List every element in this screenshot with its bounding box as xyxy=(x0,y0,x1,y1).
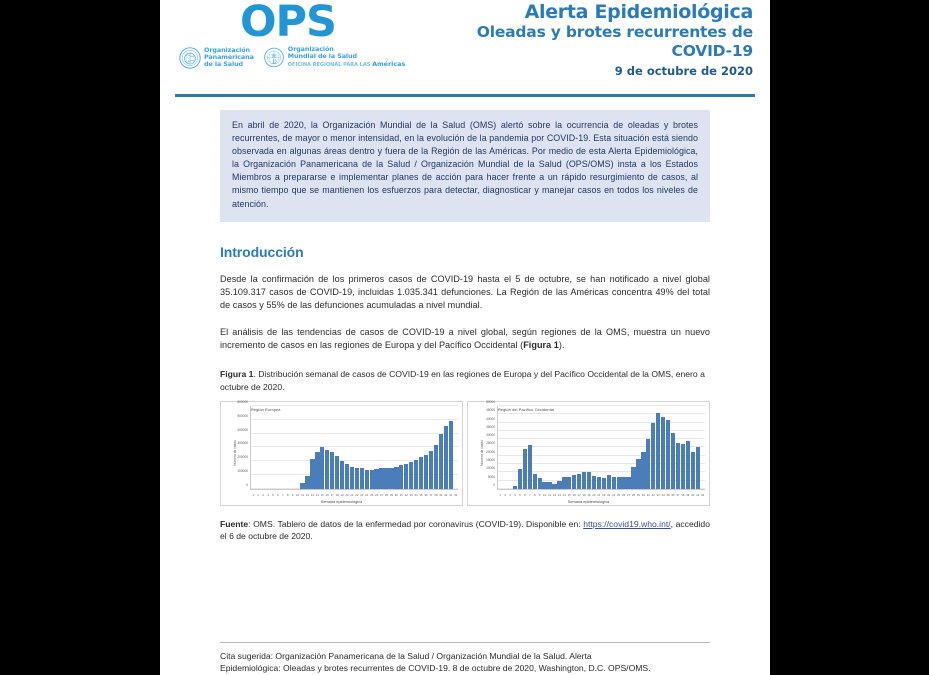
chart-wpac-title: Región del Pacífico Occidental xyxy=(498,406,554,412)
chart-bar xyxy=(681,444,685,489)
chart-xtick-label: 9 xyxy=(538,492,541,497)
chart-xtick-label: 28 xyxy=(384,492,389,497)
chart-xtick-label: 26 xyxy=(622,492,626,497)
document-header xyxy=(160,0,770,92)
chart-bar xyxy=(424,455,428,489)
chart-xtick-label: 24 xyxy=(365,492,369,497)
summary-text: En abril de 2020, la Organización Mundial de la Salud (OMS) alertó sobre la ocurrencia de oleadas y brotes recurrentes, de mayor o menor intensidad, en la evolución de la pandemia por COVID-19. Esta situación está siendo observada en algunas áreas dentro y fuera de la Región de las Américas. Por medio de esta Alerta Epidemiológica, la Organización Panamericana de la Salud / Organización Mundial de la Salud (OPS/OMS) insta a los Estados Miembros a prepararse e implementar planes de acción para hacer frente a un rápido resurgimiento de casos, al mismo tiempo que se mantienen los esfuerzos para detectar, diagnosticar y manejar casos en todos los niveles de atención. xyxy=(232,120,698,209)
chart-bar xyxy=(370,470,374,489)
chart-xtick-label: 29 xyxy=(389,492,393,497)
chart-bar xyxy=(434,445,438,489)
chart-xtick-label: 2 xyxy=(257,492,259,497)
chart-wpac-bars xyxy=(498,406,705,489)
chart-xtick-label: 7 xyxy=(282,492,284,497)
chart-bar xyxy=(538,478,542,489)
source-label: Fuente xyxy=(220,518,249,529)
chart-bar xyxy=(557,481,561,489)
chart-bar xyxy=(646,439,650,489)
chart-xtick-label: 19 xyxy=(340,492,344,497)
chart-bar xyxy=(300,483,304,489)
chart-xtick-label: 38 xyxy=(434,492,438,497)
chart-bar xyxy=(404,464,408,489)
chart-bar xyxy=(414,460,418,489)
chart-xtick-label: 42 xyxy=(454,492,458,497)
chart-bar xyxy=(631,467,635,489)
chart-bar xyxy=(542,482,546,489)
intro-paragraph-2 xyxy=(220,326,710,353)
chart-bar xyxy=(666,420,670,489)
chart-xtick-label: 34 xyxy=(414,492,418,497)
chart-ytick-label: 5000 xyxy=(487,474,495,479)
chart-europe-bars xyxy=(251,406,458,489)
chart-xtick-label: 20 xyxy=(592,492,596,497)
chart-bar xyxy=(641,452,645,489)
who-emblem-icon xyxy=(263,47,285,69)
chart-xtick-label: 1 xyxy=(499,492,501,497)
chart-europe-plot xyxy=(237,399,458,489)
paho-logo-text: Organización Panamericana de la Salud xyxy=(204,45,254,69)
chart-xtick-label: 17 xyxy=(577,492,581,497)
chart-bar xyxy=(582,472,586,489)
chart-xtick-label: 5 xyxy=(272,492,274,497)
chart-xtick-label: 9 xyxy=(291,492,294,497)
chart-bar xyxy=(429,451,433,489)
chart-wpac-xaxis xyxy=(497,489,705,490)
chart-ytick-label: 45000 xyxy=(486,408,495,413)
chart-xtick-label: 18 xyxy=(335,492,339,497)
chart-xtick-label: 40 xyxy=(691,492,695,497)
chart-ytick-label: 300000 xyxy=(237,441,248,446)
brand-block xyxy=(175,0,407,69)
chart-xtick-label: 8 xyxy=(533,492,536,497)
chart-xtick-label: 28 xyxy=(631,492,636,497)
ops-wordmark: OPS xyxy=(239,0,337,47)
chart-bar xyxy=(572,475,576,489)
chart-europe-xticks xyxy=(251,493,458,497)
chart-bar xyxy=(696,447,700,489)
chart-xtick-label: 12 xyxy=(552,492,557,497)
chart-ytick-label: 100000 xyxy=(237,469,248,474)
chart-bar xyxy=(345,464,349,489)
chart-bar xyxy=(374,469,378,489)
chart-xtick-label: 24 xyxy=(612,492,616,497)
chart-xtick-label: 10 xyxy=(543,492,547,497)
footer-citation-line1: Cita sugerida: Organización Panamericana de la Salud / Organización Mundial de la Salud. Alerta xyxy=(220,650,592,661)
chart-xtick-label: 5 xyxy=(519,492,521,497)
chart-europe-title: Región Europea xyxy=(251,406,281,412)
chart-xtick-label: 25 xyxy=(617,492,621,497)
chart-bar xyxy=(691,452,695,489)
chart-bar xyxy=(444,426,448,489)
chart-ytick-label: 15000 xyxy=(486,458,495,463)
document-footer xyxy=(220,642,710,675)
chart-xtick-label: 1 xyxy=(252,492,254,497)
chart-xtick-label: 34 xyxy=(661,492,665,497)
chart-bar xyxy=(533,474,537,489)
chart-bar xyxy=(389,468,393,489)
chart-bar xyxy=(310,459,314,489)
chart-xtick-label: 4 xyxy=(514,492,516,497)
chart-xtick-label: 13 xyxy=(557,492,561,497)
chart-xtick-label: 12 xyxy=(305,492,310,497)
figure-reference: Figura 1 xyxy=(523,339,559,350)
document-title: Alerta Epidemiológica xyxy=(524,1,753,23)
chart-ytick-label: 50000 xyxy=(486,399,495,404)
chart-xtick-label: 16 xyxy=(325,492,329,497)
chart-xtick-label: 22 xyxy=(602,492,606,497)
chart-xtick-label: 26 xyxy=(375,492,379,497)
chart-bar xyxy=(617,477,621,489)
who-logo-text: Organización Mundial de la Salud OFICINA REGIONAL PARA LAS Américas xyxy=(287,45,406,68)
chart-bar xyxy=(409,462,413,489)
chart-xtick-label: 21 xyxy=(350,492,354,497)
chart-xtick-label: 36 xyxy=(424,492,428,497)
chart-ytick-label: 400000 xyxy=(237,427,248,432)
chart-xtick-label: 37 xyxy=(676,492,680,497)
chart-bar xyxy=(528,445,532,489)
intro-p2-part-a: El análisis de las tendencias de casos de COVID-19 a nivel global, según regiones de la OMS, muestra un nuevo incremento de casos en las regiones de Europa y del Pacífico Occidental ( xyxy=(220,326,710,350)
chart-europe-ylabel: Número de casos xyxy=(232,440,237,467)
chart-xtick-label: 30 xyxy=(641,492,645,497)
chart-bar xyxy=(607,475,611,489)
chart-bar xyxy=(671,433,675,489)
chart-xtick-label: 22 xyxy=(355,492,359,497)
chart-xtick-label: 16 xyxy=(572,492,576,497)
intro-paragraph-1: Desde la confirmación de los primeros casos de COVID-19 hasta el 5 de octubre, se han notificado a nivel global 35.109.317 casos de COVID-19, incluidas 1.035.341 defunciones. La Región de las Américas concentra 49% del total de casos y 55% de las defunciones acumuladas a nivel mundial. xyxy=(220,273,710,311)
chart-bar xyxy=(320,447,324,489)
chart-europe-region xyxy=(220,401,463,506)
chart-bar xyxy=(365,470,369,489)
chart-xtick-label: 15 xyxy=(567,492,571,497)
document-content xyxy=(160,110,770,543)
chart-bar xyxy=(439,434,443,489)
chart-xtick-label: 8 xyxy=(286,492,289,497)
chart-xtick-label: 31 xyxy=(399,492,403,497)
chart-xtick-label: 3 xyxy=(509,492,511,497)
figure-source xyxy=(220,518,710,543)
source-text-b: , accedido el 6 de octubre de 2020. xyxy=(220,518,710,542)
intro-p2-part-b: ). xyxy=(558,339,565,350)
source-url-link[interactable]: https://covid19.who.int/ xyxy=(583,518,671,529)
chart-xtick-label: 11 xyxy=(301,492,304,497)
chart-bar xyxy=(651,423,655,489)
chart-bar xyxy=(305,476,309,489)
chart-bar xyxy=(626,477,630,489)
chart-xtick-label: 40 xyxy=(444,492,448,497)
section-heading-introduccion: Introducción xyxy=(220,243,304,260)
chart-bar xyxy=(523,449,527,489)
chart-bar xyxy=(360,468,364,488)
chart-xtick-label: 39 xyxy=(686,492,690,497)
chart-xtick-label: 32 xyxy=(651,492,655,497)
chart-bar xyxy=(340,461,344,489)
chart-ytick-label: 35000 xyxy=(486,424,495,429)
chart-bar xyxy=(513,486,517,488)
chart-xtick-label: 37 xyxy=(429,492,433,497)
figure-caption-label: Figura 1 xyxy=(220,369,254,380)
paho-logo xyxy=(179,47,254,69)
chart-ytick-label: 10000 xyxy=(486,466,495,471)
chart-ytick-label: 20000 xyxy=(486,449,495,454)
chart-bar xyxy=(636,459,640,489)
chart-xtick-label: 19 xyxy=(587,492,591,497)
who-logo xyxy=(263,46,405,69)
chart-xtick-label: 31 xyxy=(646,492,650,497)
document-date: 9 de octubre de 2020 xyxy=(614,64,753,78)
chart-xtick-label: 39 xyxy=(439,492,443,497)
chart-bar xyxy=(592,476,596,489)
chart-xtick-label: 41 xyxy=(696,492,700,497)
chart-bar xyxy=(315,452,319,489)
chart-wpac-xlabel: Semana epidemiológica xyxy=(567,498,610,504)
chart-xtick-label: 11 xyxy=(548,492,551,497)
chart-bar xyxy=(350,467,354,489)
chart-ytick-label: 500000 xyxy=(237,413,248,418)
chart-xtick-label: 35 xyxy=(666,492,670,497)
figure-caption xyxy=(220,368,710,393)
chart-xtick-label: 36 xyxy=(671,492,675,497)
chart-xtick-label: 4 xyxy=(267,492,269,497)
chart-europe-xlabel: Semana epidemiológica xyxy=(320,498,363,504)
chart-bar xyxy=(621,477,625,489)
chart-xtick-label: 18 xyxy=(582,492,586,497)
chart-bar xyxy=(335,456,339,489)
chart-bar xyxy=(330,452,334,489)
chart-bar xyxy=(656,413,660,489)
document-subtitle-line2: COVID-19 xyxy=(671,42,753,60)
chart-bar xyxy=(567,477,571,489)
chart-bar xyxy=(602,478,606,489)
chart-xtick-label: 7 xyxy=(529,492,531,497)
footer-divider xyxy=(220,642,710,643)
chart-western-pacific-region xyxy=(467,401,710,506)
chart-bar xyxy=(676,443,680,489)
chart-bar xyxy=(612,477,616,489)
chart-bar xyxy=(547,482,551,489)
chart-ytick-label: 600000 xyxy=(237,399,248,404)
chart-xtick-label: 6 xyxy=(277,492,279,497)
figure-1 xyxy=(220,401,710,506)
chart-xtick-label: 14 xyxy=(315,492,319,497)
chart-bar xyxy=(686,441,690,489)
chart-xtick-label: 14 xyxy=(562,492,566,497)
chart-ytick-label: 25000 xyxy=(486,441,495,446)
chart-xtick-label: 6 xyxy=(524,492,526,497)
chart-xtick-label: 30 xyxy=(394,492,398,497)
chart-bar xyxy=(379,468,383,488)
chart-xtick-label: 23 xyxy=(607,492,611,497)
chart-xtick-label: 13 xyxy=(310,492,314,497)
figure-caption-text: . Distribución semanal de casos de COVID-19 en las regiones de Europa y del Pacífico Occidental de la OMS, enero a octubre de 2020. xyxy=(220,369,705,392)
chart-xtick-label: 29 xyxy=(636,492,640,497)
chart-bar xyxy=(518,469,522,489)
chart-bar xyxy=(384,468,388,489)
paho-globe-icon xyxy=(179,47,201,69)
chart-ytick-label: 200000 xyxy=(237,455,248,460)
chart-ytick-label: 0 xyxy=(246,482,248,487)
logo-row xyxy=(179,46,407,69)
chart-bar xyxy=(399,465,403,489)
chart-bar xyxy=(394,467,398,489)
chart-xtick-label: 27 xyxy=(379,492,384,497)
chart-xtick-label: 38 xyxy=(681,492,685,497)
chart-wpac-xticks xyxy=(498,493,705,497)
chart-bar xyxy=(577,474,581,489)
chart-bar xyxy=(449,421,453,489)
chart-bar xyxy=(552,484,556,489)
chart-ytick-label: 0 xyxy=(493,482,495,487)
chart-wpac-plot xyxy=(486,399,705,489)
chart-xtick-label: 35 xyxy=(419,492,423,497)
chart-bar xyxy=(419,457,423,489)
chart-xtick-label: 27 xyxy=(626,492,631,497)
chart-xtick-label: 42 xyxy=(701,492,705,497)
chart-ytick-label: 30000 xyxy=(486,433,495,438)
chart-xtick-label: 41 xyxy=(449,492,453,497)
chart-bar xyxy=(562,477,566,489)
chart-xtick-label: 32 xyxy=(404,492,408,497)
chart-europe-xaxis xyxy=(250,489,458,490)
chart-bar xyxy=(597,477,601,489)
document-page xyxy=(160,0,770,675)
chart-xtick-label: 17 xyxy=(330,492,334,497)
chart-xtick-label: 3 xyxy=(262,492,264,497)
chart-ytick-label: 40000 xyxy=(486,416,495,421)
chart-xtick-label: 25 xyxy=(370,492,374,497)
chart-bar xyxy=(355,468,359,489)
chart-bar xyxy=(325,450,329,489)
header-title-block xyxy=(407,0,755,79)
chart-bar xyxy=(587,472,591,489)
chart-xtick-label: 15 xyxy=(320,492,324,497)
document-subtitle-line1: Oleadas y brotes recurrentes de xyxy=(476,23,753,41)
header-divider xyxy=(175,94,755,97)
chart-xtick-label: 20 xyxy=(345,492,349,497)
source-text-a: : OMS. Tablero de datos de la enfermedad por coronavirus (COVID-19). Disponible en: xyxy=(248,518,584,529)
footer-citation-line2: Epidemiológica: Oleadas y brotes recurrentes de COVID-19. 8 de octubre de 2020, Washington, D.C. OPS/OMS. xyxy=(220,663,651,674)
chart-xtick-label: 33 xyxy=(656,492,660,497)
chart-wpac-ylabel: Número de casos xyxy=(479,440,484,467)
chart-xtick-label: 10 xyxy=(296,492,300,497)
chart-xtick-label: 23 xyxy=(360,492,364,497)
chart-bar xyxy=(661,417,665,489)
chart-xtick-label: 33 xyxy=(409,492,413,497)
chart-xtick-label: 21 xyxy=(597,492,601,497)
chart-xtick-label: 2 xyxy=(504,492,506,497)
summary-callout-box xyxy=(220,110,710,222)
